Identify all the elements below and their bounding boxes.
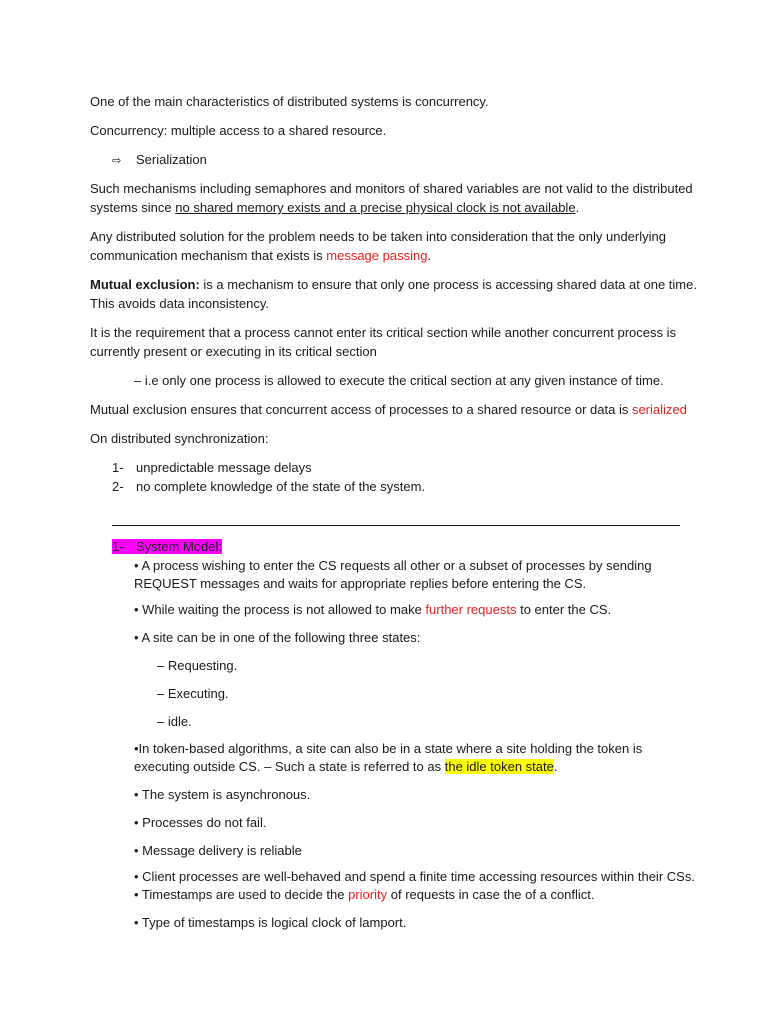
message-passing-highlight: message passing <box>326 248 428 263</box>
bullet-token-text: executing outside CS. – Such a state is referred to as <box>134 759 445 774</box>
requirement-note: – i.e only one process is allowed to execute the critical section at any given instance of time. <box>134 373 664 388</box>
solution-line-1: Any distributed solution for the problem needs to be taken into consideration that the only underlying <box>90 229 666 244</box>
state-item: – idle. <box>157 714 192 729</box>
mutex-line-2: This avoids data inconsistency. <box>90 296 269 311</box>
further-requests-highlight: further requests <box>425 602 517 617</box>
list-item <box>112 459 312 477</box>
serialized-highlight: serialized <box>631 402 687 417</box>
list-text: unpredictable message delays <box>136 460 312 475</box>
list-text: no complete knowledge of the state of the system. <box>136 479 426 494</box>
bullet-no-fail: • Processes do not fail. <box>134 815 267 830</box>
bullet-timestamps-end: of requests in case the of a conflict. <box>387 887 595 902</box>
mechanisms-underlined: no shared memory exists and a precise physical clock is not available <box>175 200 576 215</box>
state-item: – Requesting. <box>157 658 238 673</box>
sync-title: On distributed synchronization: <box>90 431 269 446</box>
horizontal-divider <box>112 525 680 526</box>
mechanisms-text: systems since <box>90 200 176 215</box>
heading-text: System Model: <box>136 539 222 554</box>
idle-token-state-highlight: the idle token state <box>444 759 554 774</box>
bullet-request-line-2: REQUEST messages and waits for appropriate replies before entering the CS. <box>134 576 587 591</box>
serialization-label: Serialization <box>136 152 207 167</box>
solution-line-2 <box>90 247 431 265</box>
bullet-reliable: • Message delivery is reliable <box>134 843 302 858</box>
bullet-timestamps-text: • Timestamps are used to decide the <box>134 887 349 902</box>
list-number: 1- <box>112 460 124 475</box>
requirement-line-1: It is the requirement that a process cannot enter its critical section while another concurrent process is <box>90 325 677 340</box>
system-model-heading-highlight <box>112 539 222 554</box>
bullet-timestamps <box>134 886 595 904</box>
bullet-async: • The system is asynchronous. <box>134 787 311 802</box>
bullet-lamport: • Type of timestamps is logical clock of lamport. <box>134 915 407 930</box>
mutex-line-1 <box>90 276 697 294</box>
intro-line-1: One of the main characteristics of distributed systems is concurrency. <box>90 94 489 109</box>
mechanisms-line-2 <box>90 199 579 217</box>
bullet-waiting-end: to enter the CS. <box>516 602 612 617</box>
bullet-token-period: . <box>553 759 558 774</box>
bullet-waiting-text: • While waiting the process is not allowed to make <box>134 602 426 617</box>
mutex-term: Mutual exclusion: <box>90 277 200 292</box>
list-item <box>112 478 425 496</box>
arrow-right-icon: ⇨ <box>112 154 122 167</box>
bullet-token-line-1: •In token-based algorithms, a site can also be in a state where a site holding the token is <box>134 741 643 756</box>
priority-highlight: priority <box>348 887 388 902</box>
bullet-well-behaved: • Client processes are well-behaved and spend a finite time accessing resources within their CSs. <box>134 869 695 884</box>
state-item: – Executing. <box>157 686 229 701</box>
bullet-waiting <box>134 601 611 619</box>
mechanisms-period: . <box>575 200 580 215</box>
serialized-line <box>90 401 687 419</box>
serialized-text: Mutual exclusion ensures that concurrent access of processes to a shared resource or data is <box>90 402 632 417</box>
solution-text: communication mechanism that exists is <box>90 248 327 263</box>
serialization-item <box>112 151 207 170</box>
heading-number: 1- <box>112 539 124 554</box>
requirement-line-2: currently present or executing in its critical section <box>90 344 377 359</box>
bullet-token-line-2 <box>134 758 558 776</box>
bullet-states: • A site can be in one of the following three states: <box>134 630 421 645</box>
intro-line-2: Concurrency: multiple access to a shared resource. <box>90 123 387 138</box>
mutex-definition: is a mechanism to ensure that only one process is accessing shared data at one time. <box>199 277 697 292</box>
solution-period: . <box>427 248 432 263</box>
bullet-request-line-1: • A process wishing to enter the CS requests all other or a subset of processes by sending <box>134 558 652 573</box>
mechanisms-line-1: Such mechanisms including semaphores and monitors of shared variables are not valid to the distributed <box>90 181 693 196</box>
system-model-heading <box>112 538 222 556</box>
list-number: 2- <box>112 479 124 494</box>
